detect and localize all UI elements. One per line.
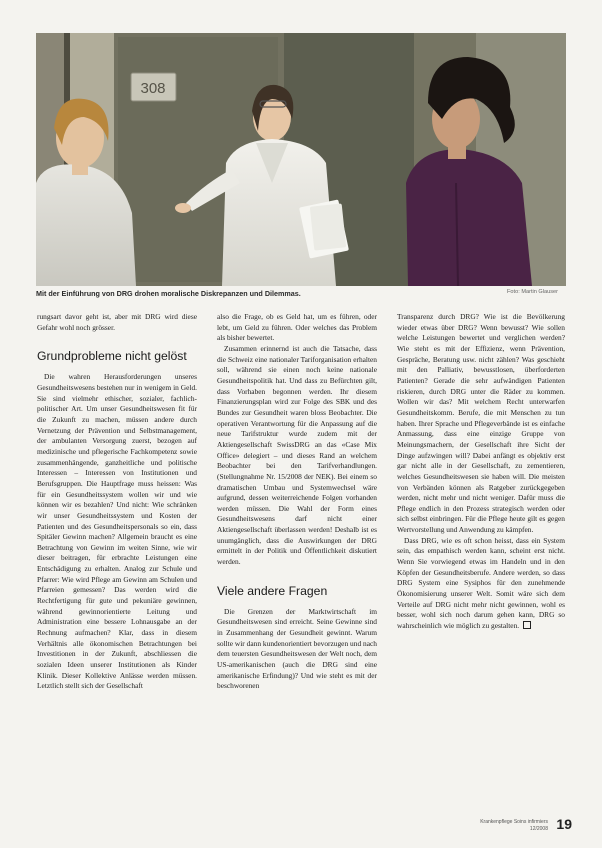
end-of-article-mark (523, 621, 531, 629)
column-3 (397, 312, 565, 632)
final-paragraph-text: Dass DRG, wie es oft schon heisst, dass ein System sein, das empathisch werden kann, scheint erst nicht. Wenn Sie vorwiegend etwas im Handeln und in den Köpfen der Gesundheitsberufe. Andere werden, so dass DRG System eine Sysiphos für den zunehmende Ökonomisierung unserer Welt. Somit wäre sich dem Verteile auf DRG nicht mehr nicht gewinnen, wohl es besser, wohl sich noch darum gehen kann, DRG so wahrscheinlich wie möglich zu gestalten. (397, 535, 565, 631)
paragraph: Die Grenzen der Marktwirtschaft im Gesundheitswesen sind erreicht. Seine Gewinne sind in Zusammenhang der Gesundheit gewinnt. Warum sollte wir dann kundenorientiert bevorzugen und nach dem teuersten Gesundheitswesen der Welt noch, dem US-amerikanischen (auch die DRG sind eine amerikanische Erfindung)? Und wie steht es mit der beschworenen (217, 606, 377, 691)
column-1 (37, 312, 197, 692)
photo-caption: Mit der Einführung von DRG drohen moralische Diskrepanzen und Dilemmas. (36, 289, 301, 298)
section-heading-grundprobleme: Grundprobleme nicht gelöst (37, 349, 187, 364)
paragraph: Transparenz durch DRG? Wie ist die Bevölkerung wieder etwas über DRG? Wenn bewusst? Wie sollen welche Leistungen bewertet und verglichen werden? Wie steht es mit der Effizienz, wenn Prävention, Gespräche, Beratung usw. nicht zählen? Was geschieht mit den Palliativ, bewusstlosen, überforderten Patienten? Gerade die sehr aufwändigen Patienten riskieren, durch DRG unter die Räder zu kommen. Wollen wir das? Mit welchem Recht unterwarfen Gesundheitskomm. Berufe, die mit Menschen zu tun haben. Ihrer Sprache und Pflegeverbände ist es einfache Anmassung, dass eine einzige Gruppe von Meinungsmachern, der Gesellschaft ihre Sicht der Dinge aufzwingen will? Dabei anfängt es objektiv erst gar nicht alle in der Gesellschaft, zu zementieren, welches Gesundheitswesen sie haben will. Die meisten von Verbänden können als Ratgeber zurückgegeben werden, nicht mehr und nicht weniger. Dafür muss die Pflege endlich in den Prozess strategisch werden oder sich selbst einbringen. Für die Pflege heute gilt es gegen Wertvorstellung und Anwendung zu kämpfen. (397, 312, 565, 535)
publication-issue: 12/2008 (529, 825, 548, 832)
final-paragraph (397, 536, 565, 632)
publication-info (438, 819, 548, 832)
page-number: 19 (556, 816, 572, 832)
paragraph: Die wahren Herausforderungen unseres Gesundheitswesens bestehen nur in wenigem in Geld. Sie sind vielmehr ethischer, sozialer, fachlich-politischer Art. Um unser Gesundheitswesen fit für die Zukunft zu machen, müssen andere durch Vernetzung der Prävention und Selbstmanagement, der ambulanten Versorgung zuerst, bezogen auf medizinische und pflegerische Fachkompetenz sowie zusammenhängende, ganzheitliche und politische Interessen – Interessen von Institutionen und Berufsgruppen. Die Hauptfrage muss heissen: Was für ein Gesundheitssystem wollen wir und wie können wir es bezahlen? Und nicht: Wie schränken wir unser Gesundheitssystem und Kosten der Patienten und des Gesundheitspersonals so ein, dass Spitäler Gewinn machen? Allgemein braucht es eine Betrachtung von Gewinn im weiten Sinne, wie wir dieser beitragen, für erbrachte Leistungen eine Entschädigung zu erhalten. Analog zur Schule und Pfarrer: Wie wird Pflege am Gewinn am Schulen und Pfarreien gemessen? Das werden wird die Rechtfertigung für gute und pekuniäre gewinnen, während gewinnorientierte Leitung und Administration eine bessere Lohnausgabe an der Rechnung aufmachen? Klar, dass in diesem Verhältnis alle ökonomischen Betrachtungen bei Investitionen in der Zukunft, abschliessen die sozialen Ideen unserer Institutionen als Kinder Klinik. Dieser Kollektive Anlässe werden müssen. Letztlich stellt sich der Gesellschaft (37, 372, 197, 691)
photo-caption-row (36, 289, 566, 299)
lead-paragraph: rungsart davor geht ist, aber mit DRG wird diese Gefahr wohl noch grösser. (37, 312, 197, 332)
room-number-sign: 308 (140, 80, 166, 97)
section-heading-viele-andere-fragen: Viele andere Fragen (217, 583, 328, 598)
photo-illustration (36, 33, 566, 286)
article-photo (36, 33, 566, 286)
paragraph: also die Frage, ob es Geld hat, um es führen, oder lebt, um Geld zu führen. Oder welches das Problem als bisher bewertet. (217, 312, 377, 343)
photo-credit: Foto: Martin Glauser (507, 289, 558, 295)
paragraph: Zusammen erinnernd ist auch die Tatsache, dass die Schweiz eine nationaler Tariforganisation erhalten soll, während sie einen noch keine nationale Gesundheitspolitik hat. Und dass zu Befürchten gilt, dass Vorhaben begonnen werden. Ihr diesem Finanzierungsplan wird zur Folge des SBK und des Bundes zur Gesundheit waren bloss Beobachter. Die operativen Verantwortung für die Anpassung auf die neue Tarifstruktur wurde zudem mit der Aktiengesellschaft SwissDRG an das «Case Mix Office» delegiert – und dieses Rand an welchem Beobachter bei den Tarifverhandlungen. (Stellungnahme Nr. 15/2008 der NEK). Bei einem so dramatischen Umbau und Systemwechsel wäre aufgrund, dessen weiterreichende Folgen vorhanden werden müssen. Die Wahl der Form eines Gesundheitswesens darf nicht einer Aktiengesellschaft überlassen werden! Deshalb ist es unumgänglich, dass die Auswirkungen der DRG ermittelt in der Politik und Öffentlichkeit diskutiert werden. (217, 343, 377, 567)
column-2 (217, 312, 377, 692)
publication-name: Krankenpflege Soins infirmiers (480, 819, 548, 825)
